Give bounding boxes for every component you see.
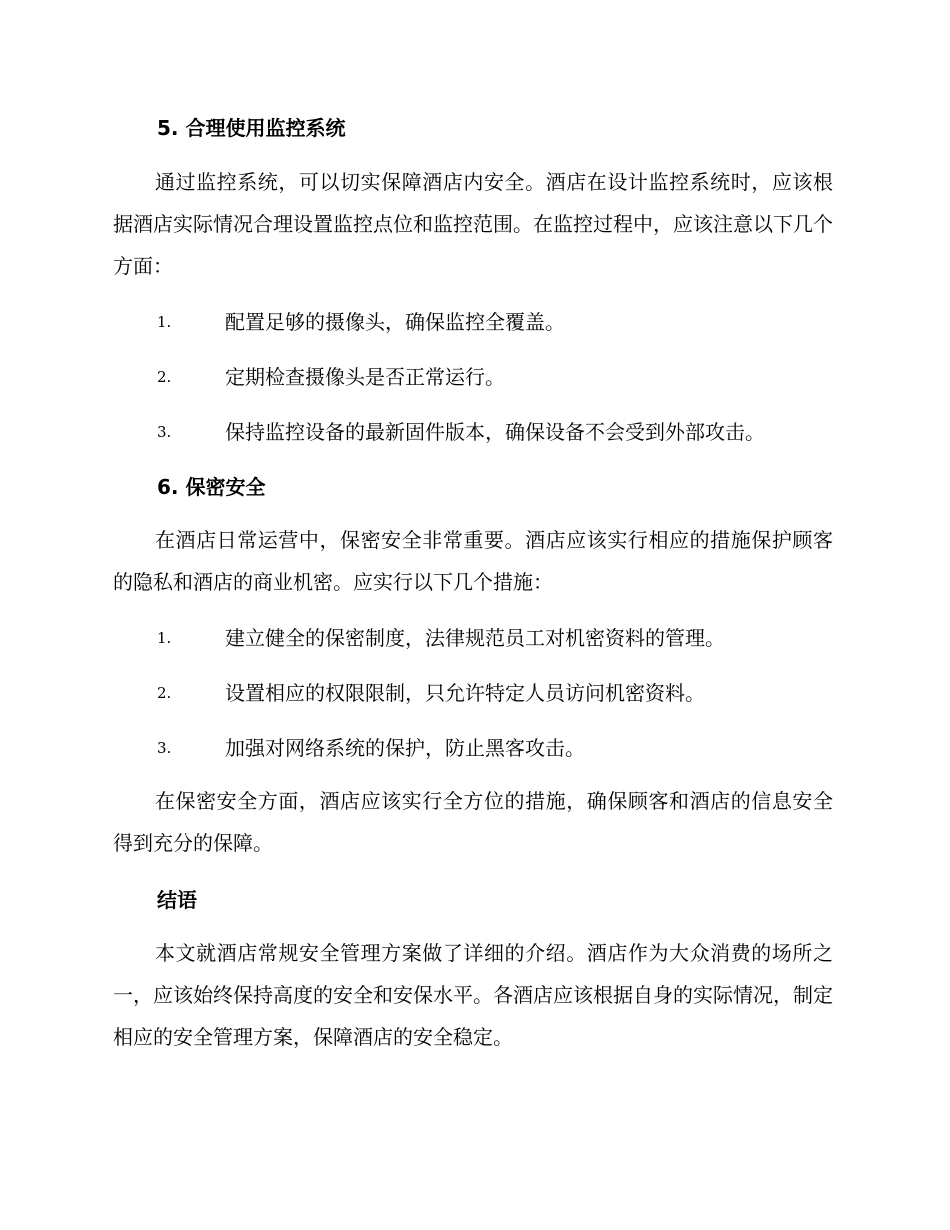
- list-item-text: 保持监控设备的最新固件版本，确保设备不会受到外部攻击。: [225, 420, 765, 444]
- section-6-intro: 在酒店日常运营中，保密安全非常重要。酒店应该实行相应的措施保护顾客的隐私和酒店的商业机密。应实行以下几个措施：: [113, 528, 833, 594]
- list-item: [157, 307, 837, 337]
- section-6-closing: 在保密安全方面，酒店应该实行全方位的措施，确保顾客和酒店的信息安全得到充分的保障。: [113, 789, 833, 855]
- list-item: [157, 733, 837, 763]
- list-item-number: 2.: [157, 368, 172, 386]
- list-item-text: 加强对网络系统的保护，防止黑客攻击。: [225, 736, 585, 760]
- list-item-text: 定期检查摄像头是否正常运行。: [225, 365, 505, 389]
- conclusion-heading: 结语: [157, 888, 197, 912]
- list-item-number: 3.: [157, 739, 172, 757]
- list-item: [157, 417, 837, 447]
- section-5-heading: 5. 合理使用监控系统: [157, 116, 346, 140]
- list-item: [157, 362, 837, 392]
- list-item-number: 1.: [157, 313, 172, 331]
- list-item-number: 3.: [157, 423, 172, 441]
- list-item-text: 建立健全的保密制度，法律规范员工对机密资料的管理。: [225, 626, 725, 650]
- list-item-number: 2.: [157, 684, 172, 702]
- list-item-text: 设置相应的权限限制，只允许特定人员访问机密资料。: [225, 681, 705, 705]
- conclusion-text: 本文就酒店常规安全管理方案做了详细的介绍。酒店作为大众消费的场所之一，应该始终保持高度的安全和安保水平。各酒店应该根据自身的实际情况，制定相应的安全管理方案，保障酒店的安全稳定。: [113, 941, 833, 1049]
- section-6-heading: 6. 保密安全: [157, 475, 266, 499]
- list-item-text: 配置足够的摄像头，确保监控全覆盖。: [225, 310, 565, 334]
- list-item: [157, 678, 837, 708]
- section-5-intro: 通过监控系统，可以切实保障酒店内安全。酒店在设计监控系统时，应该根据酒店实际情况合理设置监控点位和监控范围。在监控过程中，应该注意以下几个方面：: [113, 170, 833, 278]
- list-item: [157, 623, 837, 653]
- list-item-number: 1.: [157, 629, 172, 647]
